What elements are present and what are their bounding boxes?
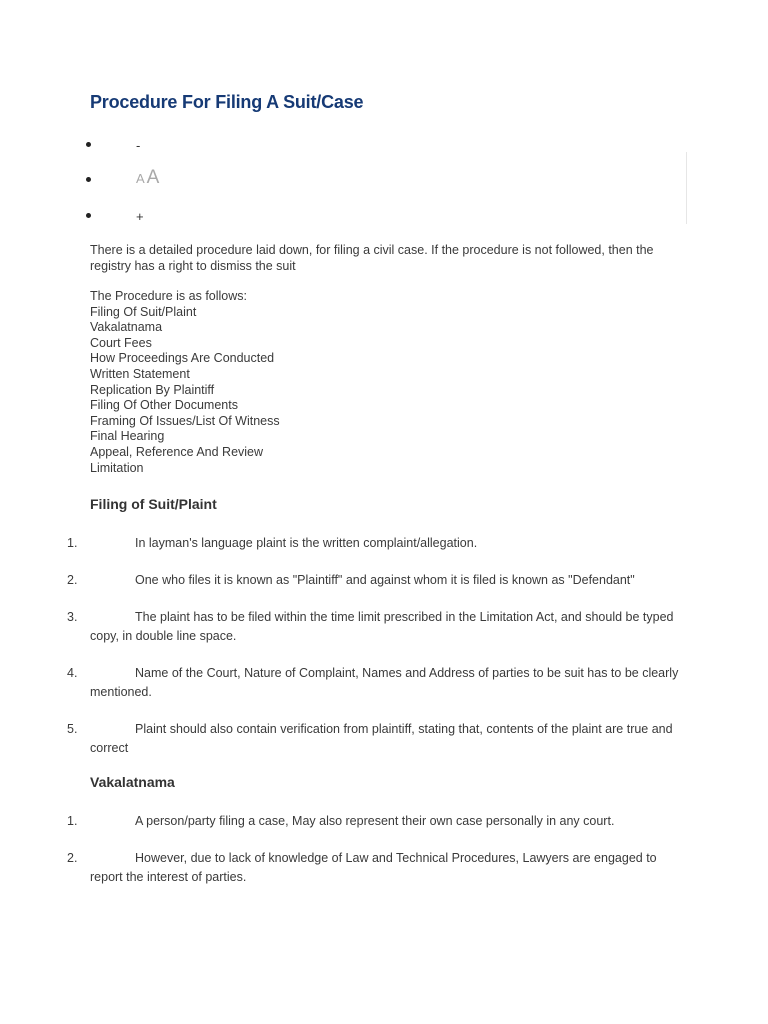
procedure-item: Court Fees	[90, 335, 152, 350]
procedure-item: Vakalatnama	[90, 320, 163, 335]
bullet-dot	[86, 177, 91, 182]
bullet-dot	[86, 142, 91, 147]
font-large-icon[interactable]: A	[146, 167, 160, 188]
procedure-list	[90, 289, 280, 476]
procedure-item: Framing Of Issues/List Of Witness	[90, 413, 280, 428]
item-text: Name of the Court, Nature of Complaint, Names and Address of parties to be suit has to be clearly mentioned.	[90, 666, 679, 699]
item-text: However, due to lack of knowledge of Law and Technical Procedures, Lawyers are engaged to report the interest of parties.	[90, 851, 657, 884]
item-number: 3.	[67, 610, 78, 624]
item-text: Plaint should also contain verification from plaintiff, stating that, contents of the plaint are true and correct	[90, 722, 673, 755]
toolbar-row-decrease	[86, 138, 206, 158]
decrease-font-button[interactable]: -	[136, 138, 141, 153]
page-title: Procedure For Filing A Suit/Case	[90, 92, 364, 112]
divider-line	[686, 152, 687, 224]
procedure-item: How Proceedings Are Conducted	[90, 351, 275, 366]
increase-font-button[interactable]: +	[136, 209, 144, 224]
item-number: 5.	[67, 722, 78, 736]
font-small-icon[interactable]: A	[136, 171, 145, 186]
procedure-item: Replication By Plaintiff	[90, 382, 215, 397]
section-heading-vakalatnama: Vakalatnama	[90, 774, 175, 790]
procedure-item: Appeal, Reference And Review	[90, 444, 264, 459]
procedure-item: Written Statement	[90, 366, 190, 381]
item-number: 4.	[67, 666, 78, 680]
section-heading-filing: Filing of Suit/Plaint	[90, 496, 217, 512]
procedure-item: Limitation	[90, 460, 144, 475]
item-text: The plaint has to be filed within the time limit prescribed in the Limitation Act, and should be typed copy, in double line space.	[90, 610, 674, 643]
item-number: 2.	[67, 573, 78, 587]
toolbar-row-increase	[86, 209, 206, 229]
item-number: 1.	[67, 814, 78, 828]
intro-paragraph: There is a detailed procedure laid down, for filing a civil case. If the procedure is not followed, then the registry has a right to dismiss the suit	[90, 243, 654, 273]
font-size-toggle[interactable]	[136, 167, 160, 188]
procedure-item: Filing Of Other Documents	[90, 398, 238, 413]
procedure-item: Final Hearing	[90, 429, 165, 444]
item-text: One who files it is known as "Plaintiff" and against whom it is filed is known as "Defendant"	[135, 573, 635, 587]
item-text: A person/party filing a case, May also represent their own case personally in any court.	[135, 814, 615, 828]
toolbar-row-font-size	[86, 167, 206, 194]
procedure-heading: The Procedure is as follows:	[90, 289, 248, 303]
bullet-dot	[86, 213, 91, 218]
procedure-item: Filing Of Suit/Plaint	[90, 304, 197, 319]
item-text: In layman's language plaint is the written complaint/allegation.	[135, 536, 478, 550]
item-number: 2.	[67, 851, 78, 865]
item-number: 1.	[67, 536, 78, 550]
